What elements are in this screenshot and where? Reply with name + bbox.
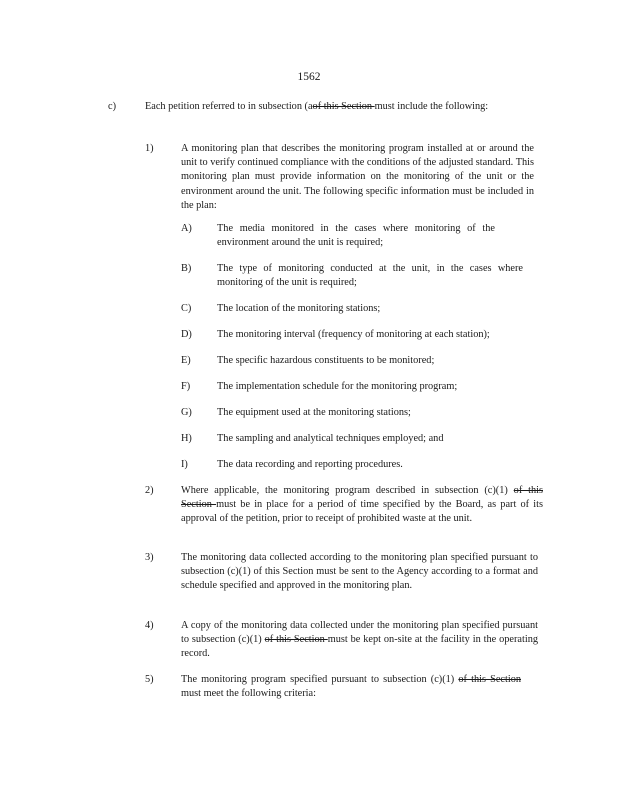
- subitem-i-label: I): [181, 459, 188, 470]
- item-4-struck: of this Section: [264, 634, 328, 646]
- section-c-text: [145, 100, 490, 114]
- subitem-a-text: The media monitored in the cases where monitoring of the environment around the unit is required;: [217, 223, 495, 249]
- item-2-seg-0: Where applicable, the monitoring program described in subsection (c)(1): [181, 485, 514, 496]
- subitem-b-label: B): [181, 263, 192, 274]
- subitem-h-label: H): [181, 433, 192, 444]
- item-2-struck: of this Section: [181, 485, 543, 511]
- item-3-text: [181, 551, 538, 594]
- item-4-seg-0: A copy of the monitoring data collected under the monitoring plan specified pursuant to subsection (c)(1): [181, 620, 538, 646]
- item-4-text: [181, 619, 538, 662]
- subitem-d-text: The monitoring interval (frequency of monitoring at each station);: [217, 329, 490, 340]
- page-number: 1562: [297, 71, 321, 83]
- subitem-d-label: D): [181, 329, 192, 340]
- item-2-label: 2): [145, 485, 154, 496]
- subitem-e-label: E): [181, 355, 191, 366]
- subitem-g-text: The equipment used at the monitoring stations;: [217, 407, 411, 418]
- item-3-label: 3): [145, 552, 154, 563]
- subitem-g-label: G): [181, 407, 192, 418]
- item-5-struck: of this Section: [458, 674, 521, 685]
- section-label: c): [108, 101, 116, 112]
- item-1-seg-0: A monitoring plan that describes the monitoring program installed at or around the unit to verify continued compliance with the conditions of the adjusted standard. This monitoring plan must provide information on the monitoring of the unit or the environment around the unit. The following specific information must be included in the plan:: [181, 143, 534, 211]
- subitem-h-text: The sampling and analytical techniques employed; and: [217, 433, 444, 444]
- item-4-seg-2: must be kept on-site at the facility in the operating record.: [181, 634, 538, 660]
- section-c-text-after: must include the following:: [374, 101, 489, 112]
- item-1-text: [181, 142, 534, 213]
- item-5-seg-0: The monitoring program specified pursuant to subsection (c)(1): [181, 674, 459, 685]
- subitem-c-text: The location of the monitoring stations;: [217, 303, 381, 314]
- section-c-struck: of this Section: [312, 101, 375, 112]
- subitem-b-text: The type of monitoring conducted at the unit, in the cases where monitoring of the unit is required;: [217, 263, 523, 289]
- subitem-i-text: The data recording and reporting procedures.: [217, 459, 403, 470]
- item-2-seg-2: must be in place for a period of time specified by the Board, as part of its approval of the petition, prior to receipt of prohibited waste at the unit.: [181, 499, 543, 525]
- item-5-label: 5): [145, 674, 154, 685]
- section-c-text-before: Each petition referred to in subsection (a: [145, 101, 313, 112]
- subitem-f-label: F): [181, 381, 191, 392]
- subitem-f-text: The implementation schedule for the monitoring program;: [217, 381, 458, 392]
- subitem-a-label: A): [181, 223, 192, 234]
- item-3-seg-0: The monitoring data collected according to the monitoring plan specified pursuant to subsection (c)(1) of this Section must be sent to the Agency according to a format and schedule specified and approved in the monitoring plan.: [181, 552, 538, 592]
- item-2-text: [181, 484, 543, 527]
- item-5-text: [181, 673, 521, 701]
- item-1-label: 1): [145, 143, 154, 154]
- item-4-label: 4): [145, 620, 154, 631]
- subitem-c-label: C): [181, 303, 192, 314]
- subitem-e-text: The specific hazardous constituents to be monitored;: [217, 355, 435, 366]
- item-5-seg-2: must meet the following criteria:: [181, 688, 316, 700]
